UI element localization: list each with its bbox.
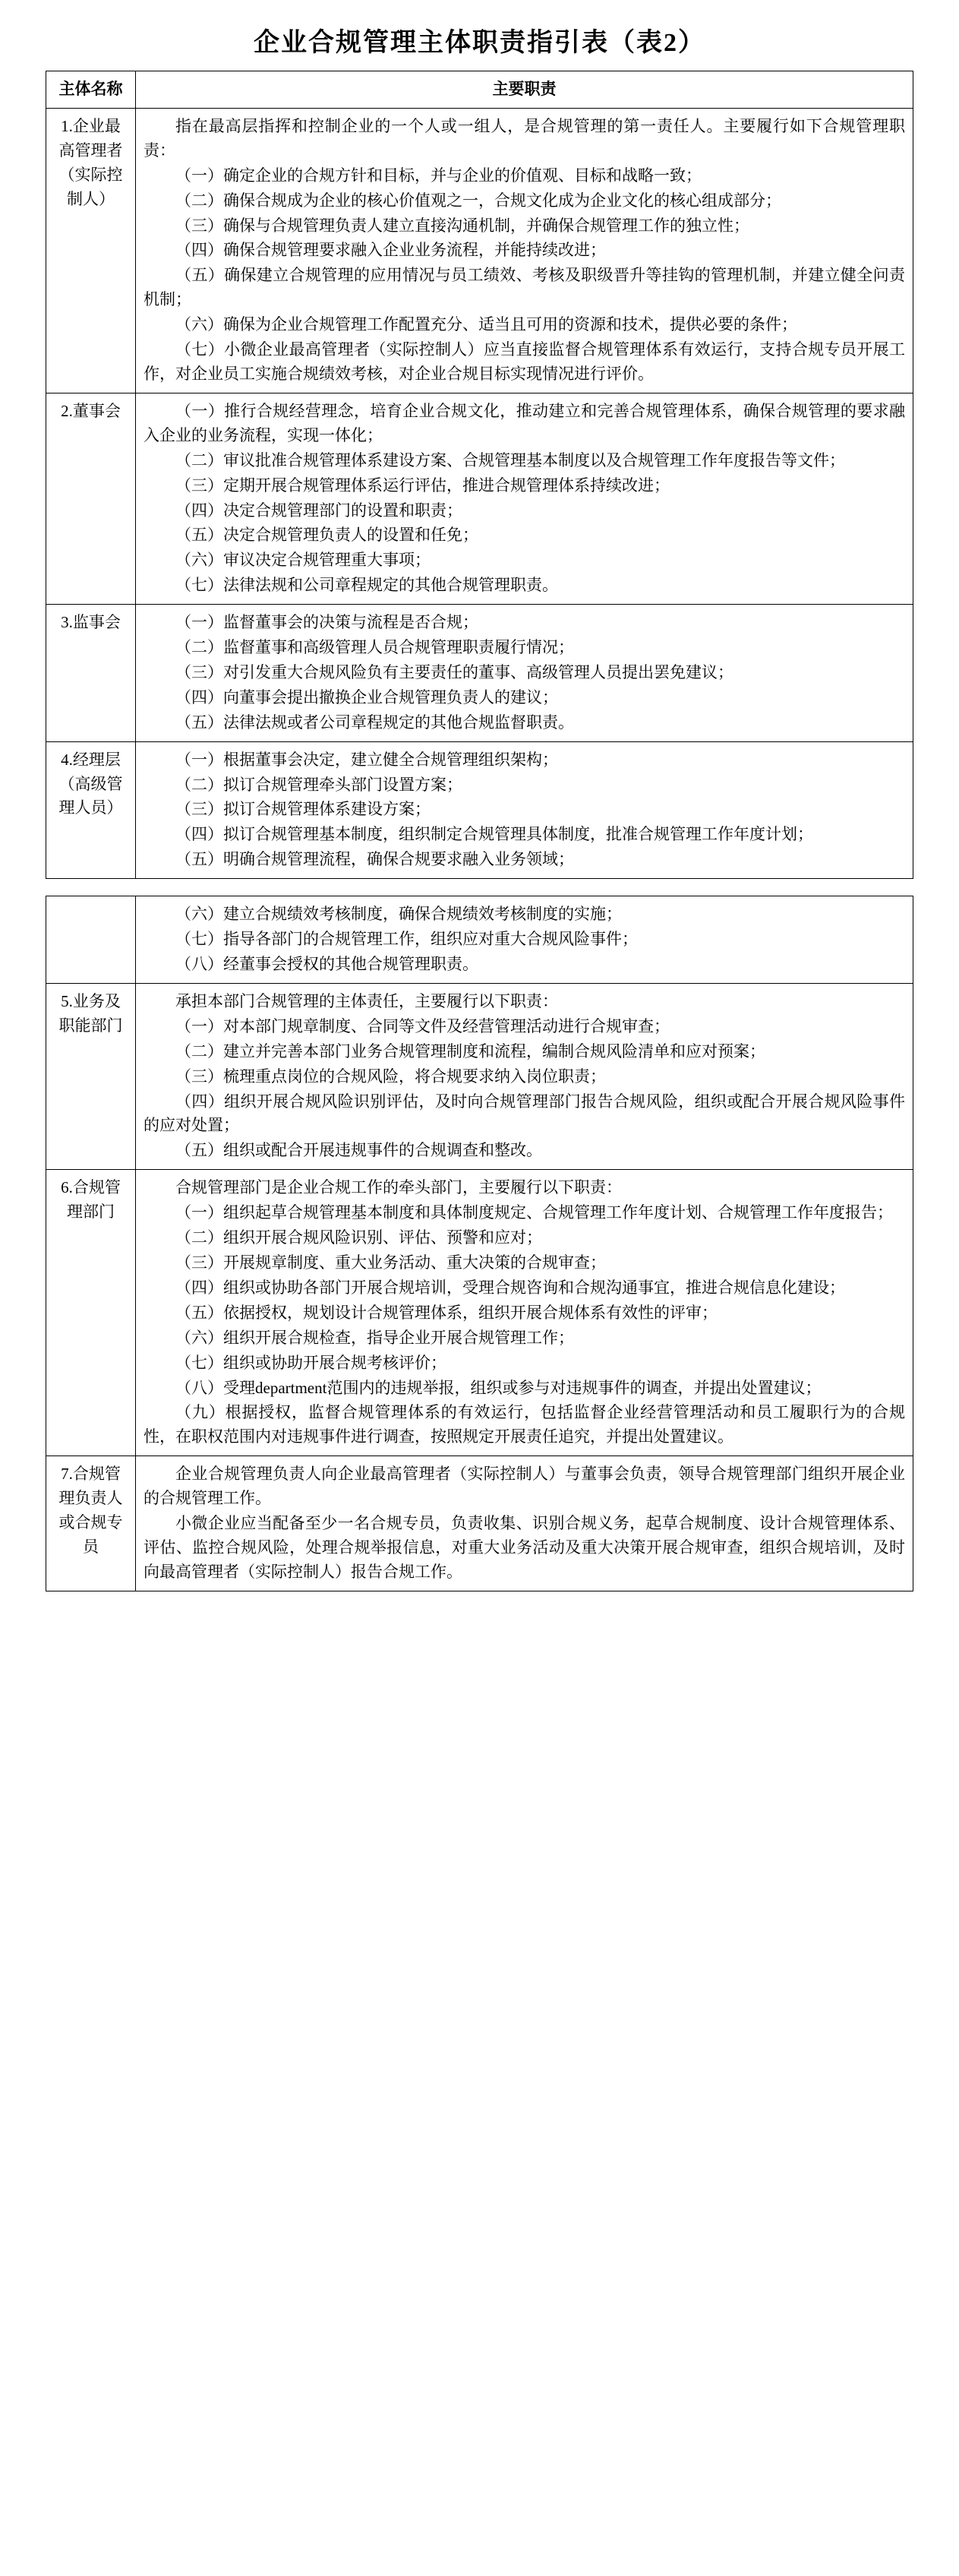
duty-paragraph: （三）梳理重点岗位的合规风险，将合规要求纳入岗位职责；: [175, 1067, 606, 1086]
table-row: [46, 896, 913, 984]
duty-paragraph: （八）经董事会授权的其他合规管理职责。: [175, 955, 478, 973]
duty-paragraph: （五）确保建立合规管理的应用情况与员工绩效、考核及职级晋升等挂钩的管理机制，并建立健全问责机制；: [144, 266, 905, 309]
duty-cell: [136, 741, 913, 879]
duty-paragraph: （一）确定企业的合规方针和目标，并与企业的价值观、目标和战略一致；: [175, 166, 702, 185]
duty-paragraph: （三）开展规章制度、重大业务活动、重大决策的合规审查；: [175, 1253, 606, 1272]
duty-paragraph: （三）对引发重大合规风险负有主要责任的董事、高级管理人员提出罢免建议；: [175, 662, 733, 681]
duty-paragraph: （四）拟订合规管理基本制度，组织制定合规管理具体制度，批准合规管理工作年度计划；: [175, 825, 813, 844]
table-row: [46, 1170, 913, 1456]
duty-paragraph: （五）组织或配合开展违规事件的合规调查和整改。: [175, 1141, 542, 1160]
subject-name-cell: 7.合规管理负责人或合规专员: [46, 1456, 136, 1591]
duty-paragraph: （七）组织或协助开展合规考核评价；: [175, 1353, 446, 1372]
duty-paragraph: （三）确保与合规管理负责人建立直接沟通机制，并确保合规管理工作的独立性；: [175, 216, 749, 235]
duty-paragraph: （五）决定合规管理负责人的设置和任免；: [175, 526, 478, 545]
responsibility-table-part2: [46, 896, 913, 1591]
duty-cell: [136, 108, 913, 393]
page-title: 企业合规管理主体职责指引表（表2）: [254, 29, 705, 57]
duty-paragraph: （四）决定合规管理部门的设置和职责；: [175, 501, 462, 520]
duty-paragraph: （九）根据授权，监督合规管理体系的有效运行，包括监督企业经营管理活动和员工履职行为的合规性，在职权范围内对违规事件进行调查，按照规定开展责任追究，并提出处置建议。: [144, 1403, 905, 1446]
duty-paragraph: （一）组织起草合规管理基本制度和具体制度规定、合规管理工作年度计划、合规管理工作年度报告；: [175, 1203, 893, 1222]
duty-paragraph: （一）推行合规经营理念，培育企业合规文化，推动建立和完善合规管理体系，确保合规管理的要求融入企业的业务流程，实现一体化；: [144, 401, 905, 444]
subject-name-cell: 4.经理层（高级管理人员）: [46, 741, 136, 879]
duty-cell: [136, 1456, 913, 1591]
table-row: [46, 393, 913, 604]
table-row: [46, 605, 913, 742]
duty-paragraph: （一）对本部门规章制度、合同等文件及经营管理活动进行合规审查；: [175, 1016, 670, 1035]
table-row: [46, 983, 913, 1169]
duty-paragraph: 小微企业应当配备至少一名合规专员，负责收集、识别合规义务，起草合规制度、设计合规管理体系、评估、监控合规风险，处理合规举报信息，对重大业务活动及重大决策开展合规审查，组织合规培训，及时向最高管理者（实际控制人）报告合规工作。: [144, 1514, 905, 1581]
duty-paragraph: （六）组织开展合规检查，指导企业开展合规管理工作；: [175, 1328, 574, 1347]
table-body-part1: [46, 108, 913, 878]
table-row: [46, 108, 913, 393]
duty-paragraph: （五）依据授权，规划设计合规管理体系，组织开展合规体系有效性的评审；: [175, 1303, 718, 1322]
duty-paragraph: （二）确保合规成为企业的核心价值观之一，合规文化成为企业文化的核心组成部分；: [175, 191, 781, 210]
duty-paragraph: （二）拟订合规管理牵头部门设置方案；: [175, 775, 462, 794]
duty-paragraph: （一）监督董事会的决策与流程是否合规；: [175, 613, 478, 632]
responsibility-table-part1: [46, 71, 913, 879]
duty-paragraph: （五）法律法规或者公司章程规定的其他合规监督职责。: [175, 713, 574, 732]
duty-paragraph: （二）审议批准合规管理体系建设方案、合规管理基本制度以及合规管理工作年度报告等文件；: [175, 450, 845, 469]
duty-paragraph: 指在最高层指挥和控制企业的一个人或一组人，是合规管理的第一责任人。主要履行如下合规管理职责：: [144, 116, 905, 160]
duty-paragraph: （六）建立合规绩效考核制度，确保合规绩效考核制度的实施；: [175, 905, 622, 924]
duty-cell: [136, 605, 913, 742]
duty-paragraph: （五）明确合规管理流程，确保合规要求融入业务领域；: [175, 850, 574, 869]
duty-paragraph: （三）拟订合规管理体系建设方案；: [175, 800, 431, 819]
duty-paragraph: （六）确保为企业合规管理工作配置充分、适当且可用的资源和技术，提供必要的条件；: [175, 315, 797, 334]
duty-paragraph: （四）确保合规管理要求融入企业业务流程，并能持续改进；: [175, 241, 606, 260]
duty-cell: [136, 896, 913, 984]
table-header-row: [46, 71, 913, 109]
duty-paragraph: （四）向董事会提出撤换企业合规管理负责人的建议；: [175, 687, 558, 706]
duty-paragraph: （七）法律法规和公司章程规定的其他合规管理职责。: [175, 576, 558, 595]
duty-paragraph: （二）监督董事和高级管理人员合规管理职责履行情况；: [175, 638, 574, 657]
table-row: [46, 741, 913, 879]
duty-paragraph: （八）受理department范围内的违规举报，组织或参与对违规事件的调查，并提出处置建议；: [175, 1378, 822, 1397]
duty-paragraph: （四）组织或协助各部门开展合规培训，受理合规咨询和合规沟通事宜，推进合规信息化建设；: [175, 1278, 845, 1297]
subject-name-cell: 1.企业最高管理者（实际控制人）: [46, 108, 136, 393]
duty-paragraph: （二）组织开展合规风险识别、评估、预警和应对；: [175, 1228, 542, 1247]
column-header-name: 主体名称: [46, 71, 136, 109]
duty-paragraph: （四）组织开展合规风险识别评估，及时向合规管理部门报告合规风险，组织或配合开展合规风险事件的应对处置；: [144, 1092, 905, 1135]
subject-name-cell: 2.董事会: [46, 393, 136, 604]
subject-name-cell: [46, 896, 136, 984]
duty-paragraph: （一）根据董事会决定，建立健全合规管理组织架构；: [175, 750, 558, 769]
duty-cell: [136, 393, 913, 604]
table-body-part2: [46, 896, 913, 1591]
duty-paragraph: （六）审议决定合规管理重大事项；: [175, 551, 431, 570]
duty-paragraph: （三）定期开展合规管理体系运行评估，推进合规管理体系持续改进；: [175, 476, 670, 495]
column-header-duty: 主要职责: [136, 71, 913, 109]
duty-paragraph: 合规管理部门是企业合规工作的牵头部门，主要履行以下职责：: [175, 1178, 622, 1197]
subject-name-cell: 6.合规管理部门: [46, 1170, 136, 1456]
subject-name-cell: 3.监事会: [46, 605, 136, 742]
subject-name-cell: 5.业务及职能部门: [46, 983, 136, 1169]
duty-paragraph: 承担本部门合规管理的主体责任，主要履行以下职责：: [175, 991, 558, 1010]
duty-paragraph: （二）建立并完善本部门业务合规管理制度和流程，编制合规风险清单和应对预案；: [175, 1041, 765, 1060]
duty-paragraph: （七）小微企业最高管理者（实际控制人）应当直接监督合规管理体系有效运行，支持合规专员开展工作，对企业员工实施合规绩效考核，对企业合规目标实现情况进行评价。: [144, 340, 905, 383]
table-gap: [46, 879, 913, 896]
duty-paragraph: （七）指导各部门的合规管理工作，组织应对重大合规风险事件；: [175, 930, 638, 949]
duty-cell: [136, 1170, 913, 1456]
duty-paragraph: 企业合规管理负责人向企业最高管理者（实际控制人）与董事会负责，领导合规管理部门组织开展企业的合规管理工作。: [144, 1465, 905, 1508]
duty-cell: [136, 983, 913, 1169]
table-row: [46, 1456, 913, 1591]
